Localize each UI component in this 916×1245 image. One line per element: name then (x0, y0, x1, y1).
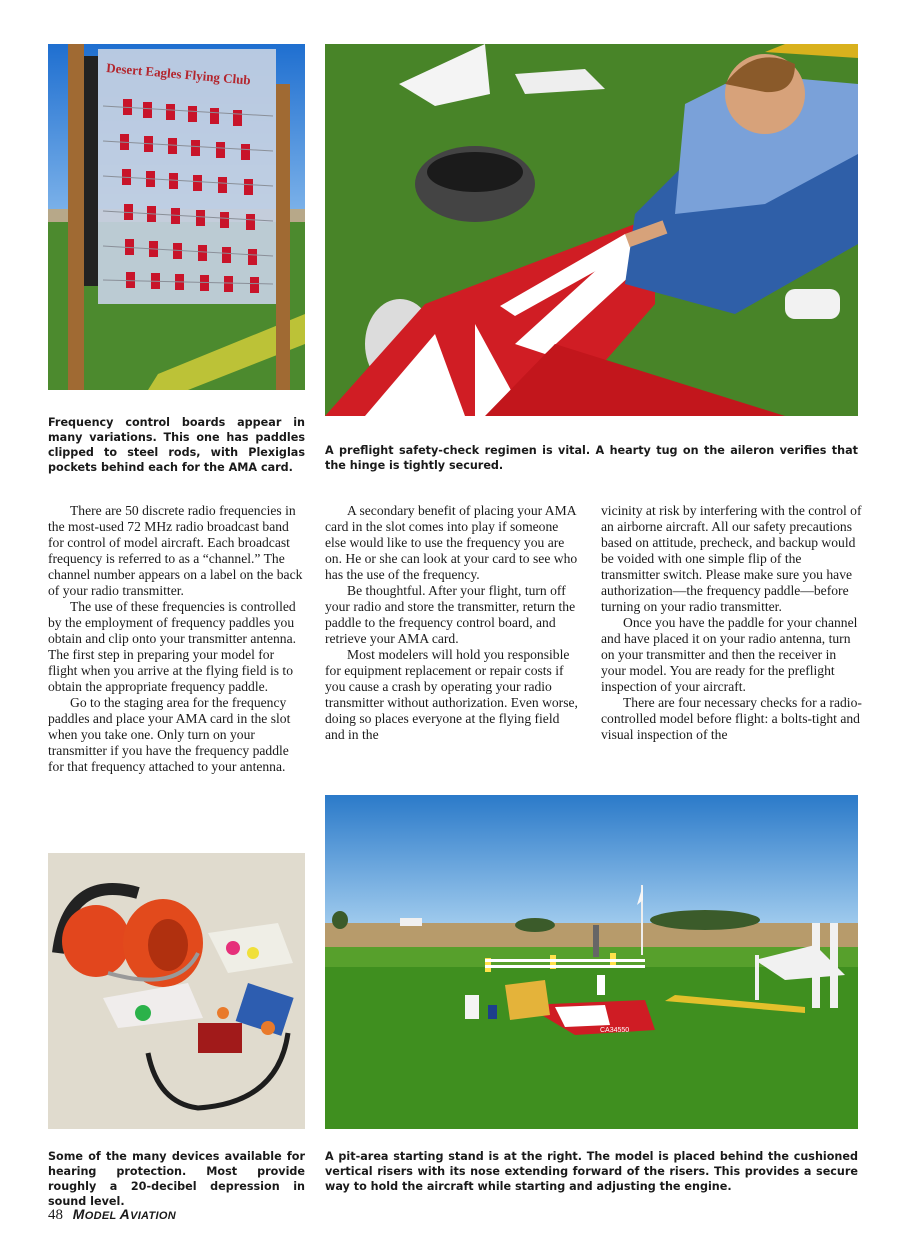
caption-pit-area: A pit-area starting stand is at the right. The model is placed behind the cushioned vertical risers with its nose extending forward of the risers. This provides a secure way to hold the aircraft while starting and adjusting the engine. (325, 1150, 858, 1193)
page-number: 48 (48, 1207, 63, 1223)
photo-pit-area (325, 795, 858, 1129)
caption-preflight-check: A preflight safety-check regimen is vital. A hearty tug on the aileron verifies that the hinge is tightly secured. (325, 444, 858, 472)
paragraph: Be thoughtful. After your flight, turn off your radio and store the transmitter, return the paddle to the frequency control board, and retrieve your AMA card. (325, 583, 576, 646)
photo-frequency-board (48, 44, 305, 390)
photo-preflight-check (325, 44, 858, 416)
paragraph: Once you have the paddle for your channel and have placed it on your radio antenna, turn on your transmitter and then the receiver in your model. You are ready for the preflight inspection of your aircraft. (601, 615, 858, 694)
paragraph: Go to the staging area for the frequency paddles and place your AMA card in the slot when you take one. Only turn on your transmitter if you have the frequency paddle for that frequency attached to your antenna. (48, 695, 291, 774)
caption-hearing-protection: Some of the many devices available for hearing protection. Most provide roughly a 20-decibel depression in sound level. (48, 1150, 305, 1208)
board-sign-text: Desert Eagles Flying Club (105, 60, 252, 88)
paragraph: The use of these frequencies is controlled by the employment of frequency paddles you obtain and clip onto your transmitter antenna. The first step in preparing your model for flight when you arrive at the flying field is to obtain the appropriate frequency paddle. (48, 599, 297, 694)
paragraph: There are 50 discrete radio frequencies in the most-used 72 MHz radio broadcast band for control of model aircraft. Each broadcast frequency is referred to as a “channel.” The channel number appears on a label on the back of your radio transmitter. (48, 503, 303, 598)
magazine-name: MODEL AVIATION (72, 1206, 176, 1222)
article-column-1 (48, 503, 305, 775)
article-column-3 (601, 503, 863, 743)
paragraph: There are four necessary checks for a radio-controlled model before flight: a bolts-tight and visual inspection of the (601, 695, 862, 742)
paragraph: vicinity at risk by interfering with the control of an airborne aircraft. All our safety precautions based on attitude, precheck, and backup would be voided with one simple flip of the transmitter switch. Please make sure you have authorization—the frequency paddle—before turning on your radio transmitter. (601, 503, 862, 614)
paragraph: Most modelers will hold you responsible for equipment replacement or repair costs if you cause a crash by operating your radio transmitter without authorization. Even worse, doing so places everyone at the flying field and in the (325, 647, 578, 742)
page-footer (48, 1206, 176, 1224)
caption-frequency-board: Frequency control boards appear in many variations. This one has paddles clipped to steel rods, with Plexiglas pockets behind each for the AMA card. (48, 416, 305, 474)
photo-hearing-protection (48, 853, 305, 1129)
article-column-2 (325, 503, 582, 743)
paragraph: A secondary benefit of placing your AMA card in the slot comes into play if someone else would like to use the frequency you are on. He or she can look at your card to see who has the use of the frequency. (325, 503, 578, 582)
tail-number: CA34550 (600, 1027, 630, 1034)
